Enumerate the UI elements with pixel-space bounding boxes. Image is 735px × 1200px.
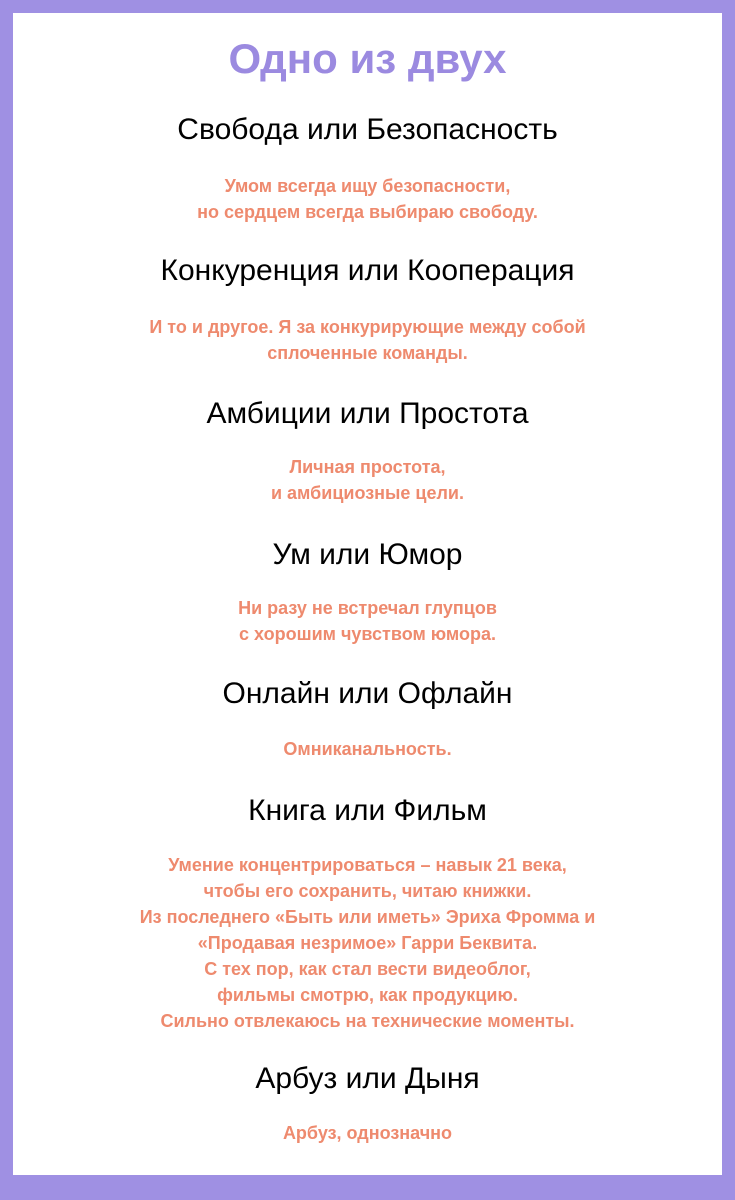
answer-6-line-7: Сильно отвлекаюсь на технические моменты.	[160, 1011, 575, 1031]
page-title: Одно из двух	[228, 35, 507, 82]
answer-6-line-1: Умение концентрироваться – навык 21 века,	[168, 855, 567, 875]
question-4: Ум или Юмор	[272, 538, 463, 571]
answer-5	[13, 736, 722, 762]
answer-7	[13, 1120, 722, 1146]
answer-1-line-1: Умом всегда ищу безопасности,	[224, 176, 511, 196]
answer-3-line-1: Личная простота,	[289, 457, 446, 477]
question-6: Книга или Фильм	[248, 794, 487, 827]
answer-7-line-1: Арбуз, однозначно	[282, 1123, 453, 1143]
answer-6-line-5: С тех пор, как стал вести видеоблог,	[204, 959, 531, 979]
answer-6-line-6: фильмы смотрю, как продукцию.	[217, 985, 518, 1005]
question-3: Амбиции или Простота	[206, 397, 529, 430]
card-frame	[13, 13, 722, 1175]
question-7: Арбуз или Дыня	[255, 1062, 480, 1095]
question-2: Конкуренция или Кооперация	[160, 254, 575, 287]
answer-4-line-2: с хорошим чувством юмора.	[239, 624, 496, 644]
answer-2	[13, 314, 722, 366]
answer-3	[13, 454, 722, 506]
answer-1-line-2: но сердцем всегда выбираю свободу.	[197, 202, 538, 222]
answer-6	[13, 852, 722, 1034]
question-1: Свобода или Безопасность	[177, 113, 558, 146]
answer-3-line-2: и амбициозные цели.	[270, 483, 464, 503]
answer-4-line-1: Ни разу не встречал глупцов	[238, 598, 497, 618]
answer-5-line-1: Омниканальность.	[283, 739, 452, 759]
question-5: Онлайн или Офлайн	[222, 677, 513, 710]
answer-6-line-4: «Продавая незримое» Гарри Беквита.	[197, 933, 538, 953]
answer-2-line-1: И то и другое. Я за конкурирующие между собой	[149, 317, 586, 337]
answer-2-line-2: сплоченные команды.	[267, 343, 468, 363]
answer-1	[13, 173, 722, 225]
answer-6-line-3: Из последнего «Быть или иметь» Эриха Фромма и	[139, 907, 596, 927]
answer-4	[13, 595, 722, 647]
answer-6-line-2: чтобы его сохранить, читаю книжки.	[203, 881, 532, 901]
